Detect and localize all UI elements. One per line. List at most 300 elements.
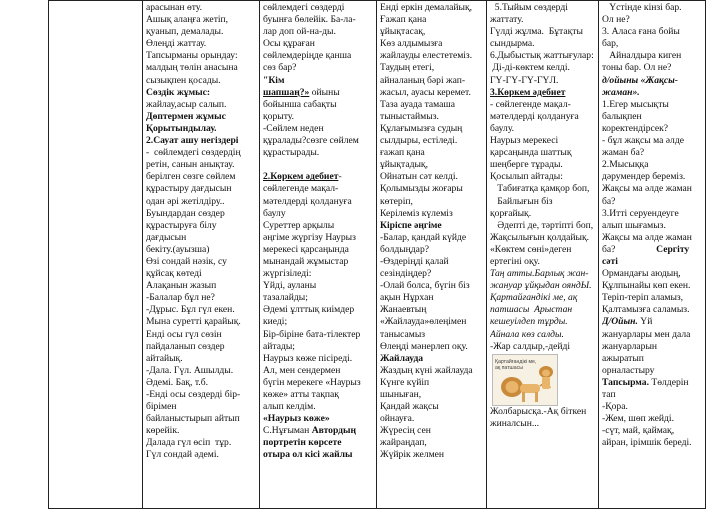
text-line	[146, 183, 256, 195]
text-run: мерекесі қарсаңында	[263, 243, 349, 255]
text-run: Керілеміз күлеміз	[380, 207, 453, 219]
text-run: лар доп ой-на-ды.	[263, 26, 336, 38]
text-run: құралады?сөзге сөйлем	[263, 135, 359, 147]
text-run: сөйлемдегі сөздерді	[263, 2, 345, 13]
text-line	[602, 196, 702, 208]
text-line	[146, 62, 256, 74]
text-line	[490, 244, 595, 256]
text-line	[146, 280, 256, 292]
table-cell-play	[599, 1, 706, 509]
text-run: патшасы Арыстан	[490, 304, 573, 316]
text-run: 2.Көркем әдебиет	[263, 171, 339, 183]
text-line	[602, 377, 702, 389]
text-line	[146, 135, 256, 147]
text-run: Жанаевтың	[380, 304, 427, 316]
text-run: құрастыруға білу	[146, 219, 217, 231]
text-run: ГҮ-ГҮ-ГҮ-ГҮЛ.	[490, 74, 559, 86]
text-run: ба?	[602, 195, 616, 207]
text-line	[146, 99, 256, 111]
text-line	[380, 413, 483, 425]
text-run: Тапсырма.	[602, 376, 649, 388]
text-line	[146, 232, 256, 244]
text-line	[380, 329, 483, 341]
text-run: Айнала көз салды.	[490, 328, 564, 340]
text-run: Өлеңді жаттау.	[146, 38, 207, 50]
text-run: Төлдерін	[648, 376, 689, 388]
text-line	[146, 50, 256, 62]
text-run: тоны бар. Ол не?	[602, 62, 672, 74]
text-line	[602, 244, 702, 256]
text-line	[146, 220, 256, 232]
text-line	[602, 401, 702, 413]
text-line	[146, 437, 256, 449]
text-line	[490, 75, 595, 87]
text-line	[263, 135, 373, 147]
svg-text:ақ патшасы: ақ патшасы	[495, 364, 523, 371]
lion-illustration	[492, 354, 558, 406]
text-run: Күнге күйіп	[380, 376, 430, 388]
table-cell-reading	[260, 1, 377, 509]
text-run: сәті	[602, 255, 618, 267]
text-line	[263, 449, 373, 461]
text-run: ажыратып	[602, 352, 644, 364]
text-line	[602, 316, 702, 328]
text-run: мынандай жұмыстар	[263, 255, 349, 267]
text-run: Қосылып айтады:	[490, 171, 563, 183]
text-run: айтады;	[263, 340, 295, 352]
table-cell-blank	[49, 1, 143, 509]
text-run: -Балар, қандай күйде	[380, 231, 467, 243]
text-run: Үстінде кінзі бар.	[602, 2, 682, 13]
text-line	[263, 292, 373, 304]
text-line	[380, 437, 483, 449]
text-run: Айналдыра киген	[602, 50, 682, 62]
text-line	[602, 268, 702, 280]
text-line	[490, 147, 595, 159]
lesson-plan-table	[48, 0, 706, 509]
text-line	[263, 256, 373, 268]
text-run: алып келдім.	[263, 401, 316, 413]
text-line	[146, 75, 256, 87]
text-line	[146, 413, 256, 425]
text-line	[263, 38, 373, 50]
text-run: шеңберге тұрады.	[490, 159, 563, 171]
text-run: жайлауды елестетеміз.	[380, 50, 473, 62]
text-line	[380, 135, 483, 147]
text-run: Қандай жақсы	[380, 401, 439, 413]
text-line	[380, 268, 483, 280]
text-run: Көз алдымызға	[380, 38, 443, 50]
text-run: шапшаң?»	[263, 86, 310, 98]
text-line	[146, 401, 256, 413]
text-run: -	[338, 171, 342, 183]
text-run: Жүйрік желмен	[380, 449, 445, 461]
text-run: Табиғатқа қамқор боп,	[490, 183, 590, 195]
text-run: 3.Итті серуендеуге	[602, 207, 679, 219]
text-run: ақын Нұрхан	[380, 292, 434, 304]
text-line	[380, 449, 483, 461]
text-run: Сергіту	[656, 243, 690, 255]
text-line	[263, 111, 373, 123]
text-line	[490, 2, 595, 14]
text-run: Таудың етегі,	[380, 62, 435, 74]
text-line	[263, 341, 373, 353]
text-line	[602, 111, 702, 123]
text-run: Суреттер арқылы	[263, 219, 335, 231]
text-run: сылдыры, естіледі.	[380, 135, 458, 147]
text-line	[602, 38, 702, 50]
text-run: байланыстырып айтып	[146, 413, 240, 425]
table-cell-music	[487, 1, 599, 509]
table-cell-literacy	[143, 1, 260, 509]
text-run: Жайлауда	[380, 352, 424, 364]
text-line	[602, 2, 702, 14]
text-run: -Олай болса, бүгін біз	[380, 280, 470, 292]
text-run: қарсаңында шаттық	[490, 147, 572, 159]
text-line	[602, 304, 702, 316]
text-run: Кіріспе әңгіме	[380, 219, 442, 231]
text-run: -Дала. Гүл. Ашылды.	[146, 364, 234, 376]
text-run: жаман».	[602, 86, 640, 98]
text-line	[263, 329, 373, 341]
text-line	[263, 389, 373, 401]
text-run: жасыл, ауасы керемет.	[380, 86, 471, 98]
text-run: Гүлді жұлма. Бұтақты	[490, 26, 583, 38]
text-line	[263, 26, 373, 38]
text-run: Буындардан сөздер	[146, 207, 225, 219]
text-line	[490, 87, 595, 99]
text-line	[263, 147, 373, 159]
text-line	[380, 220, 483, 232]
text-line	[602, 159, 702, 171]
text-line	[263, 50, 373, 62]
text-run: жүргізіледі:	[263, 268, 312, 280]
text-line	[146, 316, 256, 328]
text-run: - сөйлегенде мақал-	[490, 98, 571, 110]
text-run: жиналсын...	[490, 417, 540, 429]
text-run: 1.Егер мысықты	[602, 98, 669, 110]
text-run: құрастырады.	[263, 147, 320, 159]
text-line	[263, 2, 373, 14]
text-run: тап	[602, 389, 616, 400]
text-line	[602, 75, 702, 87]
text-line	[146, 377, 256, 389]
text-line	[380, 232, 483, 244]
text-run: сезіндіңдер?	[380, 268, 432, 280]
text-run: Жақсы ма әлде жаман	[602, 183, 692, 195]
text-line	[380, 377, 483, 389]
text-run: Ғажап қана	[380, 14, 427, 26]
text-line	[602, 365, 702, 377]
text-line	[263, 244, 373, 256]
text-line	[490, 14, 595, 26]
text-line	[380, 401, 483, 413]
text-run: Жақсы ма әлде жаман	[602, 231, 692, 243]
text-line	[146, 208, 256, 220]
text-line	[602, 329, 702, 341]
text-line	[146, 425, 256, 437]
text-line	[146, 87, 256, 99]
text-line	[146, 292, 256, 304]
text-run: -Жар салдыр,-дейді	[490, 340, 571, 352]
text-run: қорыту.	[263, 110, 295, 122]
text-line	[602, 87, 702, 99]
text-line	[263, 196, 373, 208]
text-run: ғажап қана	[380, 147, 425, 159]
text-run: Әдемі. Бақ, т.б.	[146, 376, 208, 388]
text-line	[490, 418, 595, 430]
text-line	[490, 62, 595, 74]
text-line	[146, 147, 256, 159]
text-run: Қартайғандікі ме, ақ	[490, 292, 578, 304]
text-run: Наурыз көже пісіреді.	[263, 352, 353, 364]
text-run: Қалтамызға саламыз.	[602, 304, 690, 316]
text-run: бекіту.(ауызша)	[146, 243, 210, 255]
text-line	[602, 341, 702, 353]
text-line	[602, 147, 702, 159]
text-run: Осы құраған	[263, 38, 315, 50]
text-line	[602, 389, 702, 401]
text-line	[490, 159, 595, 171]
text-run: Ашық алаңға жетіп,	[146, 14, 229, 26]
text-line	[490, 38, 595, 50]
text-run: ертегіні оқу.	[490, 255, 540, 267]
text-line	[490, 220, 595, 232]
text-line	[602, 50, 702, 62]
text-line	[380, 316, 483, 328]
text-line	[146, 449, 256, 461]
text-run: сөз бар?	[263, 62, 297, 74]
text-run: Ал, мен сендермен	[263, 364, 341, 376]
text-run: жануарлары мен дала	[602, 328, 691, 340]
text-run: берілген сөзге сөйлем	[146, 171, 236, 183]
text-line	[146, 14, 256, 26]
text-line	[490, 111, 595, 123]
text-run: «Наурыз көже»	[263, 413, 330, 425]
text-run: жаман ба?	[602, 147, 645, 159]
text-line	[380, 2, 483, 14]
text-run: Қорытындылау.	[146, 122, 217, 134]
text-run: -Жем, шөп жейді.	[602, 413, 674, 425]
text-line	[602, 425, 702, 437]
text-line	[380, 87, 483, 99]
text-run: Бір-біріне бата-тілектер	[263, 328, 361, 340]
text-line	[263, 14, 373, 26]
text-line	[263, 316, 373, 328]
text-line	[602, 183, 702, 195]
text-run: «Жайлауда»өлеңімен	[380, 316, 467, 328]
text-line	[380, 425, 483, 437]
text-line	[146, 304, 256, 316]
text-run: балықпен	[602, 110, 642, 122]
text-line	[490, 268, 595, 280]
text-run: жайраңдап,	[380, 437, 427, 449]
text-line	[380, 62, 483, 74]
text-line	[602, 14, 702, 26]
text-line	[602, 135, 702, 147]
text-run: буынға бөлейік. Ба-ла-	[263, 14, 356, 26]
text-line	[602, 413, 702, 425]
text-line	[146, 196, 256, 208]
text-run: 2.Мысыққа	[602, 159, 649, 171]
text-line	[146, 26, 256, 38]
text-run: Әдемі ұлттық киімдер	[263, 304, 355, 316]
text-line	[602, 99, 702, 111]
text-line	[380, 26, 483, 38]
text-run: ұйықтасақ,	[380, 26, 426, 38]
text-line	[146, 329, 256, 341]
text-line	[380, 341, 483, 353]
text-line	[146, 171, 256, 183]
text-run: Ормандағы аюдың,	[602, 268, 681, 280]
text-run: Құлағымызға судың	[380, 122, 463, 134]
text-line	[263, 377, 373, 389]
text-run: ойыны	[309, 86, 340, 98]
text-run: әңгіме жүргізу Наурыз	[263, 231, 356, 243]
text-line	[263, 353, 373, 365]
text-run: «Көктем сөні»деген	[490, 243, 572, 255]
text-run: баулу.	[490, 122, 515, 134]
text-line	[263, 232, 373, 244]
text-run: Ойнатын сәт келді.	[380, 171, 458, 183]
text-run: айналаның бәрі жап-	[380, 74, 466, 86]
text-run: бүгін мерекеге «Наурыз	[263, 376, 361, 388]
text-line	[490, 329, 595, 341]
text-run: Жолбарысқа.-Ақ біткен	[490, 405, 587, 417]
text-line	[602, 256, 702, 268]
text-line	[146, 159, 256, 171]
text-line	[146, 256, 256, 268]
text-line	[602, 171, 702, 183]
text-line	[263, 425, 373, 437]
text-line	[490, 26, 595, 38]
text-line	[263, 437, 373, 449]
text-line	[490, 183, 595, 195]
text-run: 3. Аласа ғана бойы	[602, 26, 680, 38]
text-line	[146, 244, 256, 256]
text-line	[490, 135, 595, 147]
text-line	[146, 268, 256, 280]
text-run: коректендірсек?	[602, 122, 669, 134]
text-run: одан әрі жетілдіру..	[146, 195, 225, 207]
text-line	[263, 183, 373, 195]
text-run: Жүресің сен	[380, 425, 431, 437]
text-line	[380, 365, 483, 377]
text-run: 5.Тыйым сөздерді	[490, 2, 568, 13]
text-run: баулу	[263, 207, 286, 219]
text-run: С.Нұғыман	[263, 425, 312, 437]
text-line	[380, 14, 483, 26]
text-line	[380, 196, 483, 208]
text-run: көрейік.	[146, 425, 180, 437]
text-line	[490, 171, 595, 183]
text-line	[146, 38, 256, 50]
text-line	[263, 280, 373, 292]
text-run: Байлығын біз қорғайық.	[490, 195, 555, 219]
text-line	[380, 38, 483, 50]
text-run: көтеріп,	[380, 195, 413, 207]
text-run: -сүт, май, қаймақ,	[602, 425, 675, 437]
text-run: Жаздың күні жайлауда	[380, 364, 473, 376]
text-run: құрастыру дағдысын	[146, 183, 232, 195]
text-run: жануарларын	[602, 340, 658, 352]
text-line	[380, 292, 483, 304]
text-run: Гүл сондай әдемі.	[146, 449, 219, 461]
text-run: - сөйлемдегі сөздердің	[146, 147, 241, 159]
text-line	[380, 159, 483, 171]
text-run: орналастыру	[602, 364, 655, 376]
text-run: Сөздік жұмыс:	[146, 86, 211, 98]
text-run: сызықпен қосады.	[146, 74, 221, 86]
text-line	[146, 123, 256, 135]
text-line	[602, 353, 702, 365]
text-line	[263, 123, 373, 135]
text-line	[263, 171, 373, 183]
text-line	[380, 353, 483, 365]
text-line	[263, 87, 373, 99]
text-line	[263, 365, 373, 377]
text-run: Ол не?	[602, 14, 630, 26]
text-line	[263, 75, 373, 87]
text-run: Қолымызды жоғары	[380, 183, 463, 195]
text-line	[380, 111, 483, 123]
text-run: алып шығамыз.	[602, 219, 666, 231]
text-line	[146, 341, 256, 353]
text-run: кешеуілдеп тұрды.	[490, 316, 568, 328]
text-run: "Кім	[263, 74, 285, 86]
text-run: сөйлемдеріңде қанша	[263, 50, 352, 62]
text-run: Далада гүл өсіп тұр.	[146, 437, 232, 449]
text-line	[602, 220, 702, 232]
text-run: Мына суретті қарайық.	[146, 316, 241, 328]
text-run: Әдепті де, тәртіпті боп,	[490, 219, 594, 231]
text-run: танысамыз	[380, 328, 426, 340]
text-run: портретін көрсете	[263, 437, 342, 449]
text-run: сындырма.	[490, 38, 535, 50]
text-line	[263, 268, 373, 280]
text-line	[263, 413, 373, 425]
text-line	[490, 232, 595, 244]
text-run: Таң атты.Барлық жан-	[490, 268, 589, 280]
text-run: дәрумендер береміз.	[602, 171, 686, 183]
text-run: - бұл жақсы ма әлде	[602, 135, 684, 147]
text-line	[490, 99, 595, 111]
text-run: Алақанын жазып	[146, 280, 217, 292]
text-run: Жақсылығын қолдайық.	[490, 231, 590, 243]
text-line	[490, 256, 595, 268]
text-run: арасынан өту.	[146, 2, 203, 13]
text-line	[263, 62, 373, 74]
text-run: -Өздеріңді қалай	[380, 255, 449, 267]
text-line	[380, 123, 483, 135]
text-run: құйсақ көтеді	[146, 268, 202, 280]
text-run: жаттату.	[490, 14, 524, 26]
text-line	[263, 208, 373, 220]
text-line	[490, 196, 595, 220]
text-run: Наурыз мерекесі	[490, 135, 559, 147]
text-run: айран, ірімшік береді.	[602, 437, 692, 449]
text-run: малдың төлін анасына	[146, 62, 238, 74]
text-run: Теріп-теріп аламыз,	[602, 292, 684, 304]
text-run: мәтелдерді қолдануға	[263, 195, 352, 207]
text-line	[380, 208, 483, 220]
text-line	[602, 280, 702, 292]
text-run: көже» атты тақпақ	[263, 389, 339, 400]
text-line	[380, 304, 483, 316]
text-line	[263, 304, 373, 316]
text-line	[380, 280, 483, 292]
text-line	[490, 316, 595, 328]
